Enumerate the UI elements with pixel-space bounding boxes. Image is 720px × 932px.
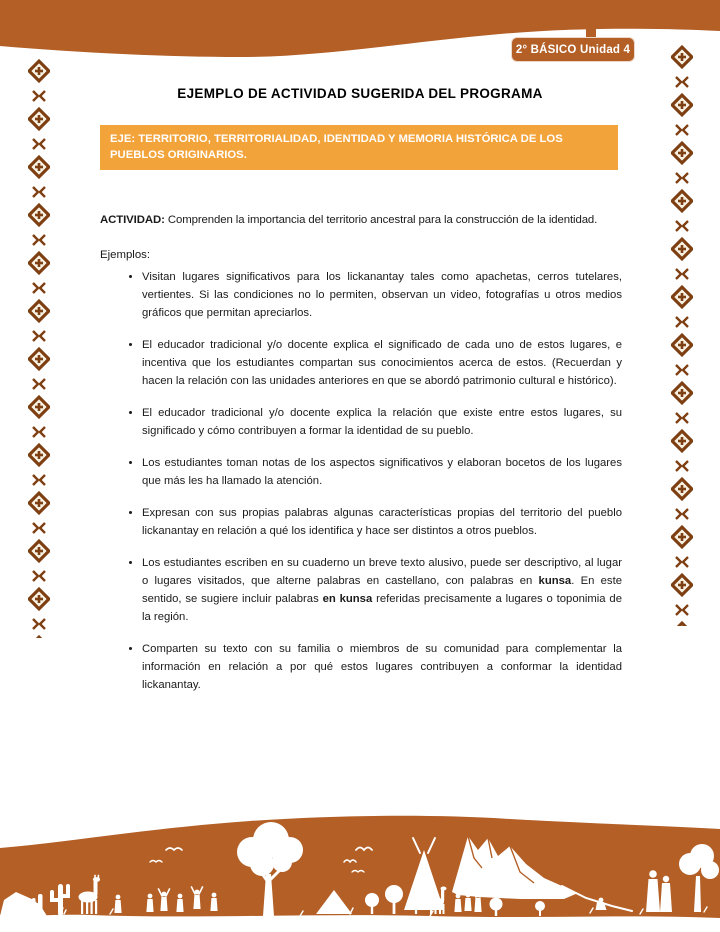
bullet-item: • Los estudiantes escriben en su cuaderno un breve texto alusivo, puede ser descriptivo, al lugar o lugares visitados, que alterne palabras en castellano, con palabras en kunsa. En este sentido, se sugiere incluir palabras en kunsa referidas precisamente a lugares o toponimia de la región.	[142, 554, 622, 626]
bullet-item: • El educador tradicional y/o docente explica la relación que existe entre estos lugares, su significado y cómo contribuyen a formar la identidad de su pueblo.	[142, 404, 622, 440]
bullet-item: • Visitan lugares significativos para los lickanantay tales como apachetas, cerros tutelares, vertientes. Si las condiciones no lo permiten, observan un video, fotografías u otros medios gráficos que permitan apreciarlos.	[142, 268, 622, 322]
footer-illustration	[0, 790, 720, 932]
activity-description: Comprenden la importancia del territorio ancestral para la construcción de la identidad.	[164, 214, 598, 226]
activity-line	[100, 212, 620, 229]
examples-heading: Ejemplos:	[100, 249, 151, 261]
bullet-item: • Expresan con sus propias palabras algunas características propias del territorio del pueblo lickanantay en relación a qué los identifica y hace ser distintos a otros pueblos.	[142, 504, 622, 540]
footer-hill-band	[0, 816, 720, 918]
bullet-item: • Comparten su texto con su familia o miembros de su comunidad para complementar la información en relación a por qué estos lugares contribuyen a conformar la identidad lickanantay.	[142, 640, 622, 694]
right-border-textile-pattern-icon	[671, 44, 693, 626]
unit-badge-label: 2° BÁSICO Unidad 4	[515, 43, 631, 56]
page-title: EJEMPLO DE ACTIVIDAD SUGERIDA DEL PROGRAMA	[177, 86, 543, 101]
bullet-item: • El educador tradicional y/o docente explica el significado de cada uno de estos lugares, e incentiva que los estudiantes compartan sus conocimientos acerca de estos. (Recuerdan y hacen la relación con las unidades anteriores en que se abordó patrimonio cultural e histórico).	[142, 336, 622, 390]
document-body	[100, 86, 620, 708]
activity-label: ACTIVIDAD:	[100, 214, 165, 226]
bullet-item: • Los estudiantes toman notas de los aspectos significativos y elaboran bocetos de los lugares que más les ha llamado la atención.	[142, 454, 622, 490]
eje-heading-text: EJE: TERRITORIO, TERRITORIALIDAD, IDENTIDAD Y MEMORIA HISTÓRICA DE LOS PUEBLOS ORIGINARIOS.	[110, 133, 563, 161]
left-border-textile-pattern-icon	[28, 58, 50, 638]
unit-badge	[511, 37, 635, 62]
examples-list	[100, 268, 620, 694]
eje-heading-box	[100, 125, 618, 170]
